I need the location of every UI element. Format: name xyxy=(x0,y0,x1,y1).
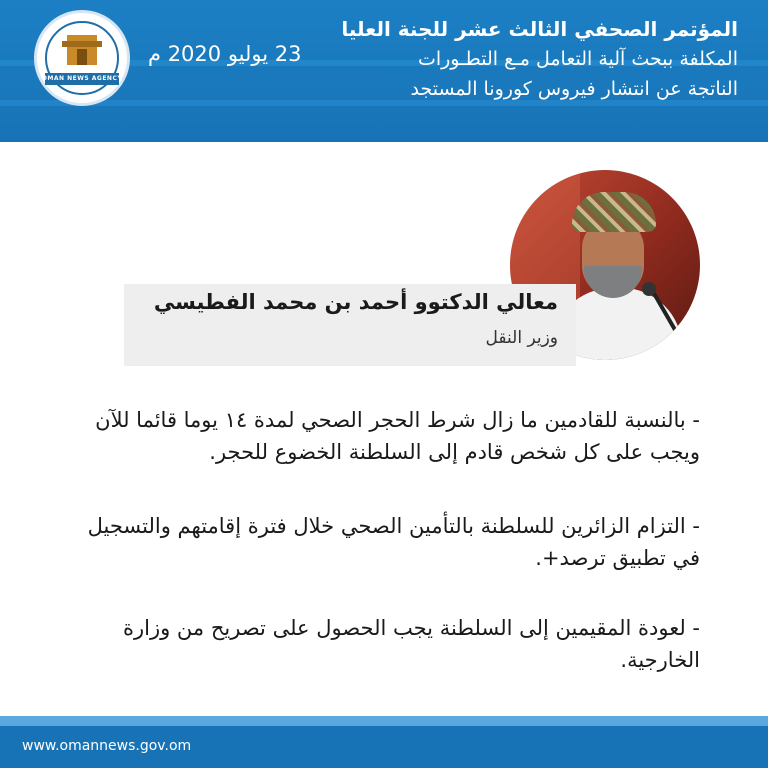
point-insurance: - التزام الزائرين للسلطنة بالتأمين الصحي خلال فترة إقامتهم والتسجيل في تطبيق ترصد+. xyxy=(87,514,700,570)
logo-text: OMAN NEWS AGENCY xyxy=(41,75,123,82)
footer-band xyxy=(0,716,768,726)
speaker-role: وزير النقل xyxy=(485,328,558,348)
oman-news-agency-logo xyxy=(34,10,130,106)
logo-fort-icon xyxy=(67,35,97,65)
website-url: www.omannews.gov.om xyxy=(22,738,192,754)
photo-turban xyxy=(572,192,656,232)
speaker-name: معالي الدكتوو أحمد بن محمد الفطيسي xyxy=(153,290,558,314)
title-line-1: المؤتمر الصحفي الثالث عشر للجنة العليا xyxy=(341,17,738,41)
footer-bar xyxy=(0,726,768,768)
conference-title xyxy=(298,14,738,104)
microphone-head xyxy=(642,282,656,296)
header-banner xyxy=(0,0,768,142)
point-residents-return: - لعودة المقيمين إلى السلطنة يجب الحصول على تصريح من وزارة الخارجية. xyxy=(123,616,700,672)
title-line-2: المكلفة ببحث آلية التعامل مـع التطـورات xyxy=(417,48,738,70)
point-quarantine: - بالنسبة للقادمين ما زال شرط الحجر الصحي لمدة ١٤ يوما قائما للآن ويجب على كل شخص قادم إلى السلطنة الخضوع للحجر. xyxy=(95,408,700,464)
title-line-3: الناتجة عن انتشار فيروس كورونا المستجد xyxy=(410,78,738,100)
conference-date: 23 يوليو 2020 م xyxy=(148,42,302,66)
